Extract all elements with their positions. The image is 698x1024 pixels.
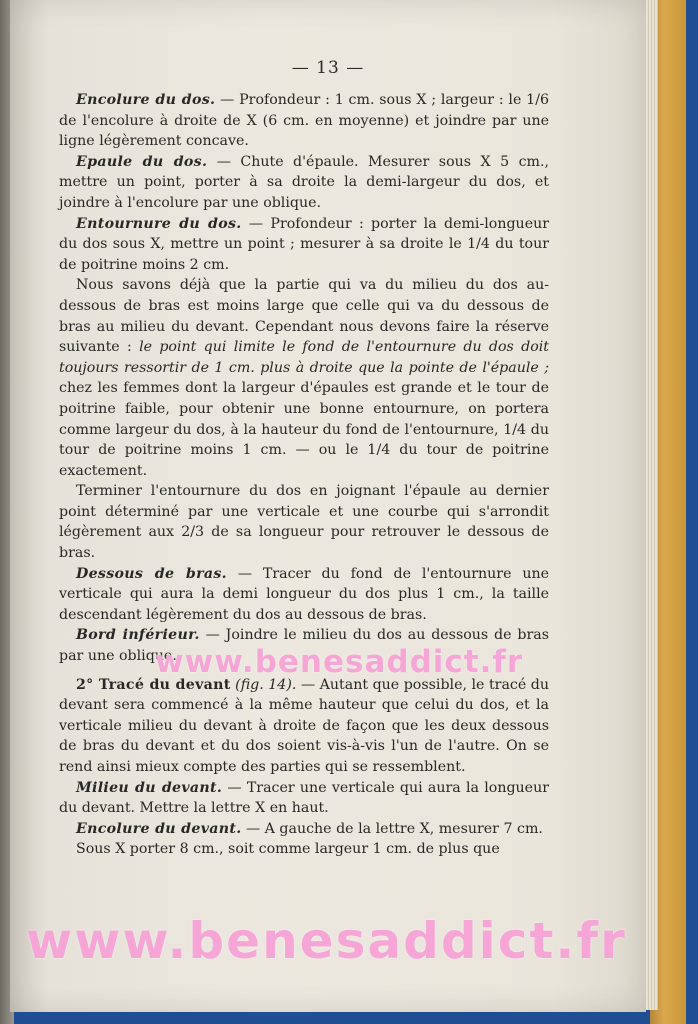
- watermark-large: www.benesaddict.fr: [26, 912, 627, 970]
- text-encolure-dos: — Profondeur : 1 cm. sous X ; largeur : le 1/6 de l'encolure à droite de X (6 cm. en moyenne) et joindre par une ligne légèrement concave.: [59, 92, 549, 150]
- paragraph-sous-x: Sous X porter 8 cm., soit comme largeur 1 cm. de plus que: [76, 841, 500, 858]
- text-nous-savons-end: chez les femmes dont la largeur d'épaules est grande et le tour de poitrine faible, pour obtenir une bonne entournure, on portera comme largeur du dos, à la hauteur du fond de l'entournure, 1/4 du tour de poitrine moins 1 cm. — ou le 1/4 du tour de poitrine exactement.: [59, 380, 549, 479]
- heading-dessous-bras: Dessous de bras.: [76, 565, 227, 582]
- figure-reference: (fig. 14).: [235, 676, 297, 693]
- text-encolure-devant: — A gauche de la lettre X, mesurer 7 cm.: [245, 820, 543, 837]
- heading-entournure-dos: Entournure du dos.: [76, 215, 242, 232]
- heading-encolure-devant: Encolure du devant.: [76, 820, 242, 837]
- text-nous-savons-start: Nous savons déjà que la partie qui va du milieu du dos au-dessous de bras est moins large que celle qui va du dessous de bras au milieu du devant. Cependant nous devons faire la réserve suivante :: [59, 277, 549, 356]
- heading-trace-devant: 2° Tracé du devant: [76, 676, 231, 693]
- heading-milieu-devant: Milieu du devant.: [76, 779, 223, 796]
- text-milieu-devant: — Tracer une verticale qui aura la longueur du devant. Mettre la lettre X en haut.: [59, 779, 549, 817]
- paragraph-entournure-dos: [59, 214, 549, 276]
- heading-epaule-dos: Epaule du dos.: [76, 153, 208, 170]
- book-page: [10, 0, 646, 1012]
- text-dessous-bras: — Tracer du fond de l'entournure une verticale qui aura la demi longueur du dos plus 1 cm., la taille descendant légèrement du dos au dessous de bras.: [59, 565, 549, 623]
- paragraph-dessous-bras: [59, 564, 549, 626]
- text-nous-savons-italic: le point qui limite le fond de l'entournure du dos doit toujours ressortir de 1 cm. plus à droite que la pointe de l'épaule ;: [59, 339, 549, 376]
- watermark-small: www.benesaddict.fr: [155, 644, 524, 680]
- text-bord-inferieur: — Joindre le milieu du dos au dessous de bras par une oblique.: [59, 627, 549, 665]
- heading-bord-inferieur: Bord inférieur.: [76, 627, 200, 644]
- text-entournure-dos: — Profondeur : porter la demi-longueur du dos sous X, mettre un point ; mesurer à sa droite le 1/4 du tour de poitrine moins 2 cm.: [59, 215, 550, 273]
- paragraph-epaule-dos: [59, 152, 549, 214]
- paragraph-encolure-devant: [59, 819, 549, 840]
- paragraph-milieu-devant: [59, 778, 549, 819]
- paragraph-encolure-dos: [59, 90, 549, 152]
- page-number: — 13 —: [291, 58, 365, 78]
- text-epaule-dos: — Chute d'épaule. Mesurer sous X 5 cm., mettre un point, porter à sa droite la demi-largeur du dos, et joindre à l'encolure par une oblique.: [59, 153, 550, 211]
- paragraph-trace-devant: [59, 675, 549, 778]
- text-trace-devant: — Autant que possible, le tracé du devant sera commencé à la même hauteur que celui du dos, et la verticale milieu du devant à droite de façon que les deux dessous de bras du devant et du dos soient vis-à-vis l'un de l'autre. On se rend ainsi mieux compte des parties qui se ressemblent.: [59, 676, 550, 775]
- page-body: [59, 90, 549, 860]
- paragraph-terminer: Terminer l'entournure du dos en joignant l'épaule au dernier point déterminé par une verticale et une courbe qui s'arrondit légèrement aux 2/3 de sa longueur pour retrouver le dessous de bras.: [59, 483, 549, 562]
- paragraph-nous-savons: [59, 275, 549, 481]
- heading-encolure-dos: Encolure du dos.: [76, 92, 216, 108]
